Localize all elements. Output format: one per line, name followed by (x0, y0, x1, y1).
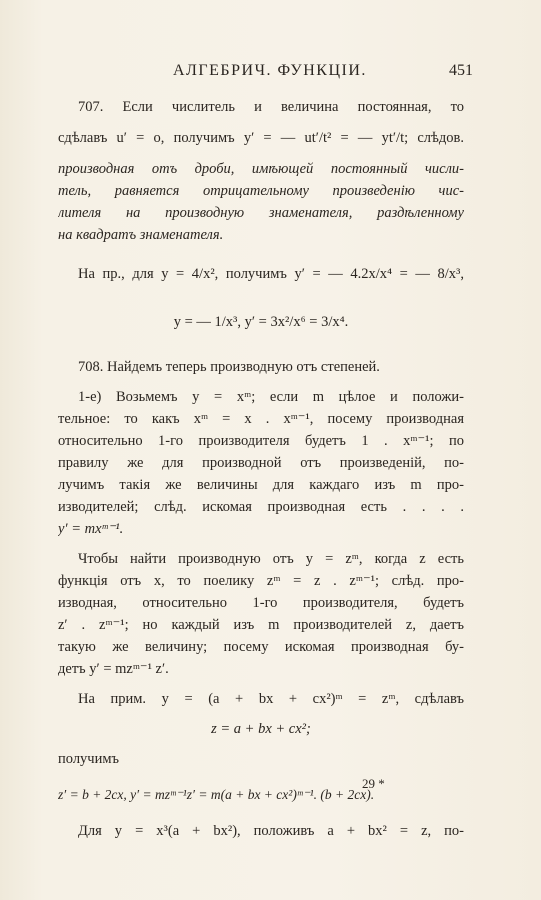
text-line: изводителей; слѣд. искомая производная есть . . . . (58, 499, 464, 515)
page-number: 451 (449, 62, 473, 79)
text-line: Для y = x³(a + bx²), положивъ a + bx² = z, по- (78, 823, 464, 839)
text-line: такую же величину; посему искомая производная бу- (58, 639, 464, 655)
text-line: 707. Если числитель и величина постоянная, то (78, 99, 464, 115)
section-heading: 708. Найдемъ теперь производную отъ степеней. (78, 359, 380, 375)
page-header (0, 62, 541, 86)
text-line: правилу же для производной отъ произведеній, по- (58, 455, 464, 471)
formula-line: На пр., для y = 4/x², получимъ y′ = — 4.2x/x⁴ = — 8/x³, (78, 266, 464, 282)
text-line: относительно 1-го производителя будетъ 1 . xᵐ⁻¹; по (58, 433, 464, 449)
text-line: Чтобы найти производную отъ y = zᵐ, когда z есть (78, 551, 464, 567)
text-line: детъ y′ = mzᵐ⁻¹ z′. (58, 661, 169, 677)
formula-line: сдѣлавъ u′ = o, получимъ y′ = — ut′/t² = — yt′/t; слѣдов. (58, 130, 464, 146)
text-line: тель, равняется отрицательному произведенію чис- (58, 183, 464, 199)
text-line: функція отъ x, то поелику zᵐ = z . zᵐ⁻¹; слѣд. про- (58, 573, 464, 589)
text-line: На прим. y = (a + bx + cx²)ᵐ = zᵐ, сдѣлавъ (78, 691, 464, 707)
text-line: изводная, относительно 1-го производителя, будетъ (58, 595, 464, 611)
text-line: 1-е) Возьмемъ y = xᵐ; если m цѣлое и положи- (78, 389, 464, 405)
text-line: получимъ (58, 751, 120, 767)
text-line: производная отъ дроби, имѣющей постоянный числи- (58, 161, 464, 177)
formula-line: y′ = mxᵐ⁻¹. (58, 521, 124, 537)
formula-line: z′ = b + 2cx, y′ = mzᵐ⁻¹z′ = m(a + bx + cx²)ᵐ⁻¹. (b + 2cx). (58, 787, 375, 802)
formula-line: z = a + bx + cx²; (211, 721, 311, 737)
text-line: тельное: то какъ xᵐ = x . xᵐ⁻¹, посему производная (58, 411, 464, 427)
text-line: z′ . zᵐ⁻¹; но каждый изъ m производителей z, даетъ (58, 617, 464, 633)
text-line: лителя на производную знаменателя, раздѣленному (58, 205, 464, 221)
signature-mark: 29 * (362, 776, 385, 791)
formula-line: y = — 1/x³, y′ = 3x²/x⁶ = 3/x⁴. (173, 314, 349, 330)
page-body (58, 96, 464, 842)
text-line: на квадратъ знаменателя. (58, 227, 224, 243)
running-title: АЛГЕБРИЧ. ФУНКЦІИ. (173, 62, 367, 79)
text-line: лучимъ такія же величины для каждаго изъ m про- (58, 477, 464, 493)
